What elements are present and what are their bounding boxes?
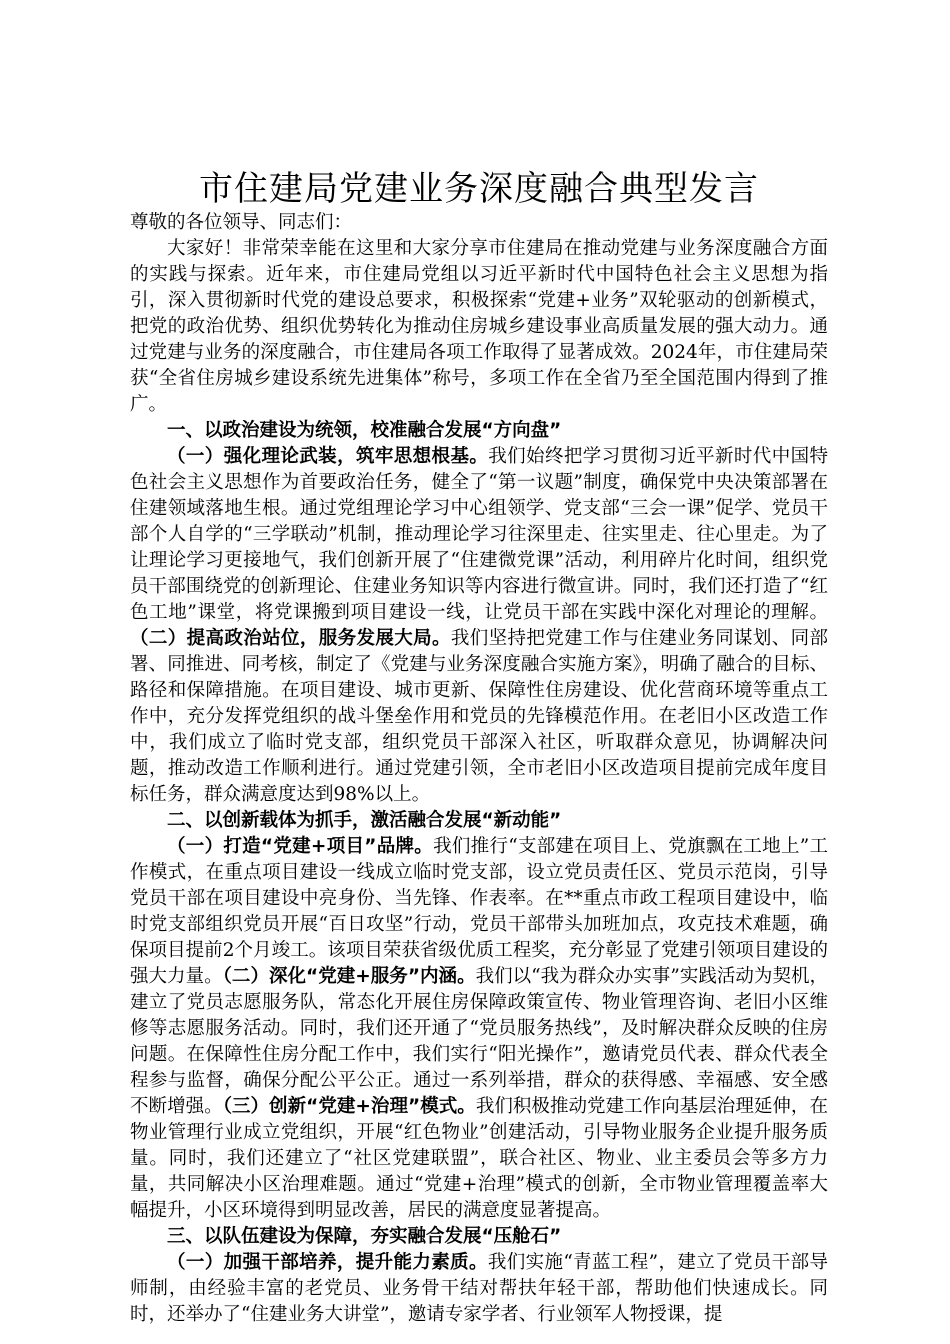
section-2-lead-2: （二）深化“党建+服务”内涵。 [222,966,476,987]
section-1-heading: 一、以政治建设为统领，校准融合发展“方向盘” [167,420,562,441]
section-2-text-2: 我们以“我为群众办实事”实践活动为契机，建立了党员志愿服务队，常态化开展住房保障政策宣传、物业管理咨询、老旧小区维修等志愿服务活动。同时，我们还开通了“党员服务热线”，及时解决群众反映的住房问题。在保障性住房分配工作中，我们实行“阳光操作”，邀请党员代表、群众代表全程参与监督，确保分配公平公正。通过一系列举措，群众的获得感、幸福感、安全感不断增强。 [130,966,828,1117]
section-2-heading: 二、以创新载体为抓手，激活融合发展“新动能” [167,810,562,831]
section-3-heading: 三、以队伍建设为保障，夯实融合发展“压舱石” [167,1226,562,1247]
section-2-text-3: 我们积极推动党建工作向基层治理延伸，在物业管理行业成立党组织，开展“红色物业”创建活动，引导物业服务企业提升服务质量。同时，我们还建立了“社区党建联盟”，联合社区、物业、业主委员会等多方力量，共同解决小区治理难题。通过“党建+治理”模式的创新，全市物业管理覆盖率大幅提升，小区环境得到明显改善，居民的满意度显著提高。 [130,1096,828,1221]
section-1-lead-2: （二）提高政治站位，服务发展大局。 [130,628,451,649]
document-page [130,168,828,1328]
intro-paragraph: 大家好！非常荣幸能在这里和大家分享市住建局在推动党建与业务深度融合方面的实践与探索。近年来，市住建局党组以习近平新时代中国特色社会主义思想为指引，深入贯彻新时代党的建设总要求，积极探索“党建+业务”双轮驱动的创新模式，把党的政治优势、组织优势转化为推动住房城乡建设事业高质量发展的强大动力。通过党建与业务的深度融合，市住建局各项工作取得了显著成效。2024年，市住建局荣获“全省住房城乡建设系统先进集体”称号，多项工作在全省乃至全国范围内得到了推广。 [130,238,828,415]
section-3-lead-1: （一）加强干部培养，提升能力素质。 [167,1252,488,1273]
section-1-paragraph [130,444,828,808]
section-2-lead-1: （一）打造“党建+项目”品牌。 [167,836,434,857]
salutation: 尊敬的各位领导、同志们： [130,212,353,233]
section-3-paragraph [130,1250,828,1328]
document-title: 市住建局党建业务深度融合典型发言 [199,169,759,209]
section-2-lead-3: （三）创新“党建+治理”模式。 [222,1096,476,1117]
section-3-text-1: 我们实施“青蓝工程”，建立了党员干部导师制，由经验丰富的老党员、业务骨干结对帮扶年轻干部，帮助他们快速成长。同时，还举办了“住建业务大讲堂”，邀请专家学者、行业领军人物授课，提 [130,1252,828,1325]
section-2-paragraph-1 [130,834,828,1224]
section-2-text-1: 我们推行“支部建在项目上、党旗飘在工地上”工作模式，在重点项目建设一线成立临时党支部，设立党员责任区、党员示范岗，引导党员干部在项目建设中亮身份、当先锋、作表率。在**重点市政工程项目建设中，临时党支部组织党员开展“百日攻坚”行动，党员干部带头加班加点，攻克技术难题，确保项目提前2个月竣工。该项目荣获省级优质工程奖，充分彰显了党建引领项目建设的强大力量。 [130,836,828,987]
section-1-lead-1: （一）强化理论武装，筑牢思想根基。 [167,446,489,467]
section-1-text-1: 我们始终把学习贯彻习近平新时代中国特色社会主义思想作为首要政治任务，健全了“第一议题”制度，确保党中央决策部署在住建领域落地生根。通过党组理论学习中心组领学、党支部“三会一课”促学、党员干部个人自学的“三学联动”机制，推动理论学习往深里走、往实里走、往心里走。为了让理论学习更接地气，我们创新开展了“住建微党课”活动，利用碎片化时间，组织党员干部围绕党的创新理论、住建业务知识等内容进行微宣讲。同时，我们还打造了“红色工地”课堂，将党课搬到项目建设一线，让党员干部在实践中深化对理论的理解。 [130,446,828,623]
section-1-text-2: 我们坚持把党建工作与住建业务同谋划、同部署、同推进、同考核，制定了《党建与业务深度融合实施方案》，明确了融合的目标、路径和保障措施。在项目建设、城市更新、保障性住房建设、优化营商环境等重点工作中，充分发挥党组织的战斗堡垒作用和党员的先锋模范作用。在老旧小区改造工作中，我们成立了临时党支部，组织党员干部深入社区，听取群众意见，协调解决问题，推动改造工作顺利进行。通过党建引领，全市老旧小区改造项目提前完成年度目标任务，群众满意度达到98%以上。 [130,628,828,805]
